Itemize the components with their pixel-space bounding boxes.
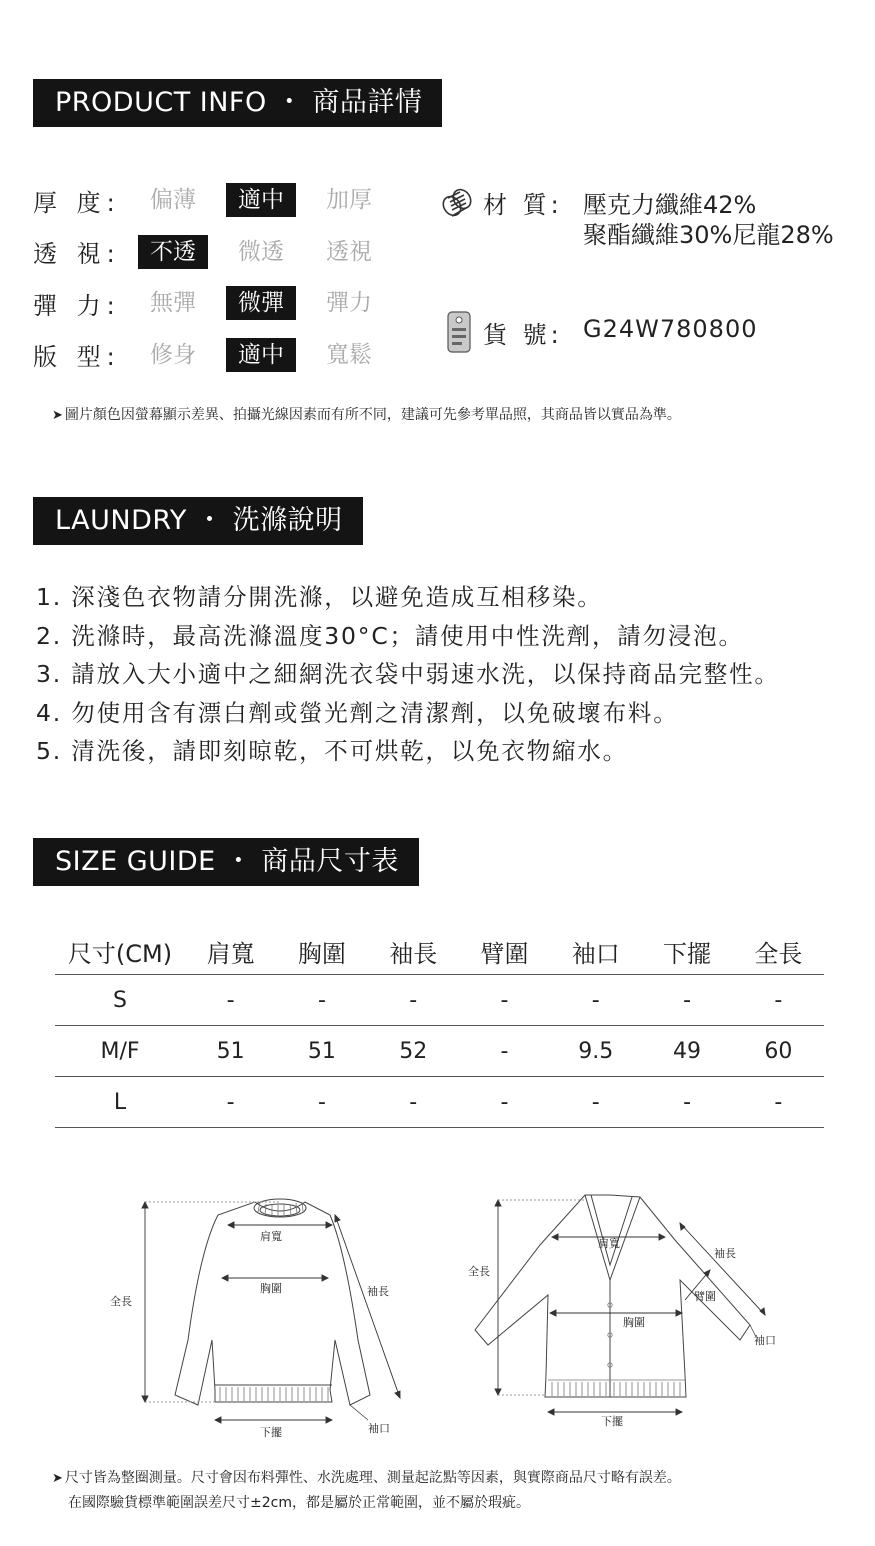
attribute-option: 修身 [150,341,196,368]
size-value-cell: 9.5 [550,1026,641,1077]
attribute-option-selected: 微彈 [226,286,296,320]
material-line-2: 聚酯纖維30%尼龍28% [583,221,834,249]
size-note-2: 在國際驗貨標準範圍誤差尺寸±2cm，都是屬於正常範圍，並不屬於瑕疵。 [68,1495,530,1511]
size-table-header [55,928,824,975]
table-row [55,1026,824,1077]
size-label-cell: M/F [55,1026,185,1077]
size-value-cell: - [459,1077,550,1128]
size-value-cell: - [459,975,550,1026]
attribute-option: 寬鬆 [326,341,372,368]
diagram-b-arm-label: 臂圍 [694,1290,716,1303]
laundry-item: 3. 請放入大小適中之細網洗衣袋中弱速水洗，以保持商品完整性。 [36,660,780,688]
attribute-option-selected: 適中 [226,183,296,217]
diagram-b-cuff-label: 袖口 [754,1334,776,1347]
size-column-header: 袖口 [550,928,641,975]
sweater-diagram [100,1190,430,1440]
size-value-cell: - [368,975,459,1026]
size-value-cell: - [733,1077,824,1128]
size-value-cell: 49 [641,1026,732,1077]
diagram-a-length-label: 全長 [110,1295,132,1308]
size-column-header: 胸圍 [276,928,367,975]
size-value-cell: - [550,1077,641,1128]
attribute-option: 透視 [326,238,372,265]
size-value-cell: - [276,1077,367,1128]
product-note [52,404,681,424]
size-value-cell: - [641,975,732,1026]
attribute-label: 透 視: [33,240,121,268]
material-icon [440,186,478,224]
attribute-option: 彈力 [326,290,372,316]
table-row [55,975,824,1026]
size-value-cell: - [185,1077,276,1128]
size-column-header: 尺寸(CM) [55,928,185,975]
attribute-option-selected: 不透 [138,235,208,269]
diagram-a-shoulder-label: 肩寬 [260,1230,282,1243]
item-number-value: G24W780800 [583,315,758,343]
size-note-1-text: 尺寸皆為整圈測量。尺寸會因布料彈性、水洗處理、測量起訖點等因素，與實際商品尺寸略有誤差。 [64,1470,681,1486]
size-value-cell: - [733,975,824,1026]
item-number-label: 貨 號: [483,321,563,349]
attribute-row [33,338,402,372]
size-value-cell: 51 [185,1026,276,1077]
attribute-option: 微透 [238,238,284,265]
diagram-b-sleeve-label: 袖長 [714,1247,736,1260]
attribute-option: 加厚 [326,187,372,213]
attribute-row [33,183,402,217]
size-value-cell: - [368,1077,459,1128]
table-row [55,1077,824,1128]
thread-spool-icon [440,186,478,220]
price-tag-icon [445,309,475,355]
size-label-cell: L [55,1077,185,1128]
attribute-option-selected: 適中 [226,338,296,372]
size-value-cell: 60 [733,1026,824,1077]
size-value-cell: 52 [368,1026,459,1077]
size-value-cell: - [641,1077,732,1128]
size-column-header: 臂圍 [459,928,550,975]
diagram-a-cuff-label: 袖口 [368,1422,390,1435]
attribute-option: 偏薄 [150,187,196,213]
diagram-a-hem-label: 下擺 [260,1426,282,1439]
size-table [55,928,824,1128]
diagram-b-chest-label: 胸圍 [623,1316,645,1329]
diagram-b-length-label: 全長 [468,1265,490,1278]
size-column-header: 全長 [733,928,824,975]
attribute-row [33,286,402,320]
laundry-item: 1. 深淺色衣物請分開洗滌，以避免造成互相移染。 [36,583,603,611]
diagram-b-hem-label: 下擺 [601,1415,623,1428]
product-note-text: 圖片顏色因螢幕顯示差異、拍攝光線因素而有所不同，建議可先參考單品照，其商品皆以實品為準。 [64,407,681,423]
size-label-cell: S [55,975,185,1026]
size-guide-header: SIZE GUIDE ・ 商品尺寸表 [33,838,419,886]
size-value-cell: - [459,1026,550,1077]
arrow-icon: ➤ [52,408,63,423]
attribute-label: 版 型: [33,343,121,371]
diagram-a-sleeve-label: 袖長 [367,1285,389,1298]
arrow-icon: ➤ [52,1471,63,1486]
laundry-header: LAUNDRY ・ 洗滌說明 [33,497,363,545]
diagram-a-chest-label: 胸圍 [260,1282,282,1295]
attribute-row [33,235,402,269]
size-column-header: 下擺 [641,928,732,975]
attribute-label: 厚 度: [33,188,121,217]
size-value-cell: 51 [276,1026,367,1077]
size-column-header: 肩寬 [185,928,276,975]
product-info-header: PRODUCT INFO ・ 商品詳情 [33,79,442,127]
size-column-header: 袖長 [368,928,459,975]
attribute-option: 無彈 [150,290,196,316]
size-table-body [55,975,824,1128]
size-value-cell: - [185,975,276,1026]
material-label: 材 質: [483,191,563,219]
size-value-cell: - [550,975,641,1026]
size-value-cell: - [276,975,367,1026]
diagram-b-shoulder-label: 肩寬 [598,1237,620,1250]
item-number-icon [445,309,475,359]
laundry-item: 4. 勿使用含有漂白劑或螢光劑之清潔劑，以免破壞布料。 [36,698,679,727]
cardigan-diagram [460,1185,790,1435]
size-note-1 [52,1467,681,1487]
laundry-item: 2. 洗滌時，最高洗滌溫度30°C；請使用中性洗劑，請勿浸泡。 [36,621,744,650]
attribute-label: 彈 力: [33,291,121,320]
material-line-1: 壓克力纖維42% [583,191,757,219]
laundry-item: 5. 清洗後，請即刻晾乾，不可烘乾，以免衣物縮水。 [36,737,628,765]
